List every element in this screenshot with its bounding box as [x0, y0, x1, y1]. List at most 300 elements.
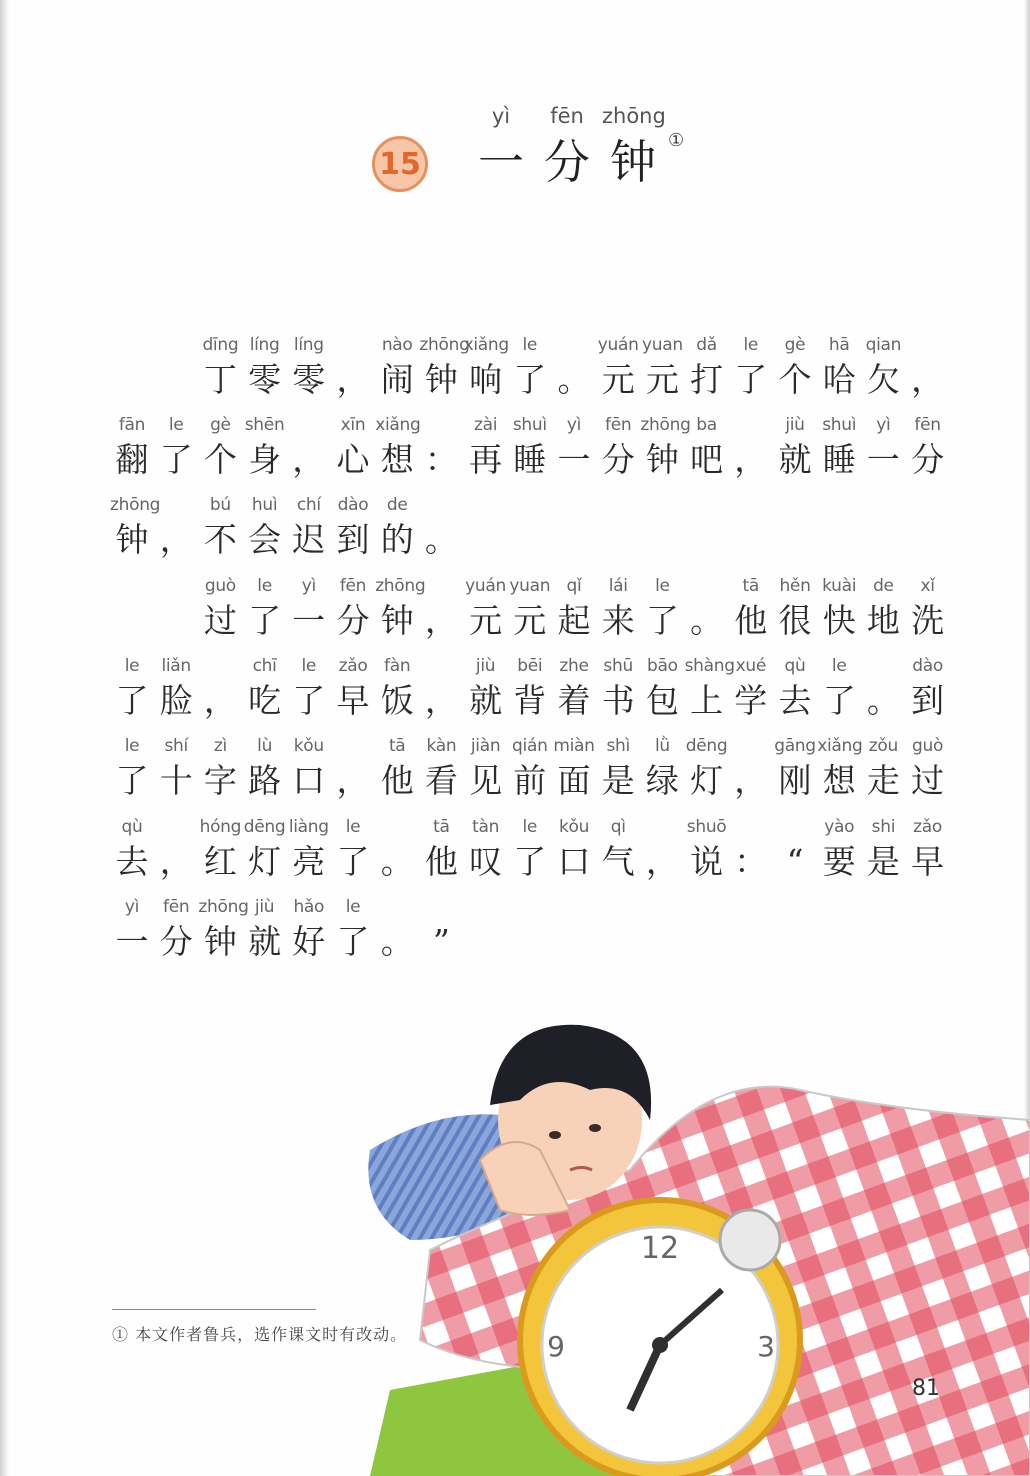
character-cell [331, 490, 375, 560]
pinyin: yuan [509, 576, 551, 596]
hanzi: 叹 [469, 842, 503, 881]
character-cell [552, 812, 596, 882]
character-cell [287, 892, 331, 962]
pinyin: tā [742, 576, 760, 596]
hanzi: 个 [778, 360, 812, 399]
character-cell [287, 731, 331, 801]
hanzi: 。 [424, 520, 458, 559]
hanzi: 他 [424, 842, 458, 881]
hanzi: 洗 [911, 601, 945, 640]
pinyin [419, 410, 463, 440]
hanzi: ， [292, 440, 326, 479]
hanzi: 是 [601, 761, 635, 800]
pinyin [729, 731, 773, 761]
hanzi: 了 [336, 842, 370, 881]
character-cell [508, 812, 552, 882]
character-cell [198, 812, 242, 882]
character-cell [375, 571, 426, 641]
character-cell [552, 330, 596, 400]
hanzi: 了 [822, 681, 856, 720]
title-footnote-marker: ① [668, 130, 685, 151]
title-char [602, 100, 664, 192]
pinyin: zài [474, 415, 498, 435]
hanzi: 。 [690, 601, 724, 640]
hanzi: 想 [822, 761, 856, 800]
hanzi: 了 [292, 681, 326, 720]
character-cell [331, 892, 375, 962]
pinyin: fēn [914, 415, 941, 435]
pinyin: qǐ [566, 576, 582, 596]
pinyin: dēng [685, 736, 728, 756]
pinyin: dēng [243, 817, 286, 837]
hanzi: 见 [469, 761, 503, 800]
pinyin: kǒu [558, 817, 590, 837]
hanzi: 他 [734, 601, 768, 640]
hanzi: 身 [248, 440, 282, 479]
hanzi: 哈 [822, 360, 856, 399]
pinyin: fàn [384, 656, 411, 676]
hanzi: 了 [115, 681, 149, 720]
character-cell [640, 571, 684, 641]
hanzi: “ [786, 842, 804, 881]
pinyin: lái [608, 576, 628, 596]
character-cell [110, 651, 154, 721]
character-cell [419, 731, 463, 801]
pinyin: yì [301, 576, 316, 596]
pinyin: xǐ [920, 576, 935, 596]
hanzi: 起 [557, 601, 591, 640]
pinyin: nào [381, 335, 413, 355]
character-cell [110, 410, 154, 480]
character-cell [596, 731, 640, 801]
hanzi: 了 [645, 601, 679, 640]
pinyin: qì [610, 817, 626, 837]
character-cell [110, 731, 154, 801]
hanzi: ， [424, 601, 458, 640]
character-cell [817, 731, 861, 801]
character-cell [331, 651, 375, 721]
pinyin: zǒu [868, 736, 898, 756]
hanzi: 想 [380, 440, 414, 479]
pinyin: zì [213, 736, 227, 756]
pinyin: yì [876, 415, 891, 435]
character-cell [375, 490, 419, 560]
character-cell [906, 651, 950, 721]
hanzi: 走 [866, 761, 900, 800]
hanzi: 了 [513, 842, 547, 881]
hanzi: 欠 [866, 360, 900, 399]
hanzi: 上 [690, 681, 724, 720]
character-cell [817, 812, 861, 882]
pinyin: dǎ [696, 335, 717, 355]
hanzi: 翻 [115, 440, 149, 479]
pinyin: zhōng [640, 415, 691, 435]
pinyin: le [124, 736, 140, 756]
hanzi: 分 [159, 922, 193, 961]
pinyin: jiù [254, 897, 275, 917]
character-cell [552, 731, 596, 801]
hanzi: 钟 [203, 922, 237, 961]
character-cell [640, 731, 684, 801]
character-cell [331, 571, 375, 641]
hanzi: 个 [203, 440, 237, 479]
hanzi: ， [336, 761, 370, 800]
alarm-clock [520, 1200, 800, 1476]
character-cell [375, 651, 419, 721]
hanzi: 字 [203, 761, 237, 800]
clock-number-9: 9 [547, 1330, 565, 1363]
pinyin: fēn [163, 897, 190, 917]
character-cell [154, 410, 198, 480]
character-cell [110, 812, 154, 882]
pinyin [331, 731, 375, 761]
character-cell [287, 571, 331, 641]
character-cell [729, 571, 773, 641]
character-cell [198, 892, 249, 962]
character-cell [596, 410, 640, 480]
character-cell [154, 651, 198, 721]
pinyin: yuán [597, 335, 639, 355]
character-cell [243, 651, 287, 721]
character-cell [729, 812, 773, 882]
pinyin: xué [735, 656, 766, 676]
pinyin: líng [293, 335, 324, 355]
hanzi: 过 [203, 601, 237, 640]
hanzi: 灯 [690, 761, 724, 800]
character-cell [640, 651, 684, 721]
pinyin: kàn [426, 736, 457, 756]
pinyin: lù [257, 736, 273, 756]
character-cell [729, 651, 773, 721]
hanzi: 。 [380, 922, 414, 961]
pinyin: xiǎng [463, 335, 509, 355]
title-hanzi: 分 [544, 135, 590, 189]
pinyin: lǜ [654, 736, 670, 756]
pinyin: zhōng [419, 335, 470, 355]
hanzi: 心 [336, 440, 370, 479]
pinyin: le [831, 656, 847, 676]
hanzi: 要 [822, 842, 856, 881]
pinyin: dào [912, 656, 943, 676]
pinyin: le [345, 817, 361, 837]
hanzi: 来 [601, 601, 635, 640]
character-cell [464, 731, 508, 801]
hanzi: 灯 [248, 842, 282, 881]
character-cell [596, 812, 640, 882]
page-number: 81 [912, 1376, 940, 1401]
pinyin: yào [824, 817, 855, 837]
hanzi: 了 [248, 601, 282, 640]
pinyin: gè [210, 415, 231, 435]
character-cell [331, 330, 375, 400]
pinyin [729, 812, 773, 842]
character-cell [640, 410, 691, 480]
text-line [110, 410, 950, 490]
pinyin [685, 571, 729, 601]
pinyin [331, 330, 375, 360]
lesson-title [370, 100, 710, 200]
character-cell [419, 571, 463, 641]
hanzi: 过 [911, 761, 945, 800]
character-cell [817, 651, 861, 721]
pinyin: fēn [605, 415, 632, 435]
pinyin: yuan [641, 335, 683, 355]
hanzi: 就 [469, 681, 503, 720]
hanzi: 亮 [292, 842, 326, 881]
pinyin [640, 812, 684, 842]
hanzi: 丁 [203, 360, 237, 399]
hanzi: 到 [911, 681, 945, 720]
pinyin: zǎo [913, 817, 943, 837]
pinyin: qian [865, 335, 902, 355]
character-cell [243, 330, 287, 400]
character-cell [861, 651, 905, 721]
character-cell [685, 812, 729, 882]
lesson-number-badge [372, 136, 428, 192]
character-cell [508, 330, 552, 400]
pinyin: huì [251, 495, 278, 515]
character-cell [729, 731, 773, 801]
pinyin: jiù [475, 656, 496, 676]
hanzi: 不 [203, 520, 237, 559]
pinyin: hěn [779, 576, 811, 596]
title-characters [470, 100, 664, 192]
title-pinyin: yì [491, 104, 511, 128]
hanzi: 零 [248, 360, 282, 399]
character-cell [817, 571, 861, 641]
character-cell [198, 571, 242, 641]
pinyin: qián [512, 736, 548, 756]
hanzi: 他 [380, 761, 414, 800]
pinyin: shì [606, 736, 630, 756]
character-cell [287, 330, 331, 400]
pinyin: chí [296, 495, 321, 515]
hanzi: 着 [557, 681, 591, 720]
pinyin: guò [912, 736, 944, 756]
character-cell [198, 490, 242, 560]
hanzi: 快 [822, 601, 856, 640]
character-cell [331, 731, 375, 801]
pinyin: kǒu [293, 736, 324, 756]
pinyin: shuì [512, 415, 547, 435]
hanzi: 了 [115, 761, 149, 800]
hanzi: 好 [292, 922, 326, 961]
text-line [110, 330, 950, 410]
character-cell [419, 330, 470, 400]
pinyin: le [743, 335, 759, 355]
hanzi: 就 [248, 922, 282, 961]
character-cell [419, 812, 463, 882]
hanzi: 会 [248, 520, 282, 559]
character-cell [198, 330, 242, 400]
hanzi: ， [645, 842, 679, 881]
pinyin: shēn [244, 415, 285, 435]
pinyin: le [345, 897, 361, 917]
hanzi: 就 [778, 440, 812, 479]
hanzi: 。 [380, 842, 414, 881]
character-cell [154, 731, 198, 801]
pinyin: hóng [199, 817, 242, 837]
hanzi: 去 [778, 681, 812, 720]
hanzi: ， [911, 360, 945, 399]
pinyin: le [655, 576, 670, 596]
pinyin: shū [603, 656, 633, 676]
hanzi: 一 [115, 922, 149, 961]
hanzi: 脸 [159, 681, 193, 720]
character-cell [685, 731, 729, 801]
hanzi: 睡 [513, 440, 547, 479]
character-cell [817, 330, 861, 400]
pinyin: yì [566, 415, 582, 435]
character-cell [464, 410, 508, 480]
pinyin: jiù [785, 415, 805, 435]
pinyin: yì [124, 897, 140, 917]
hanzi: ， [336, 360, 370, 399]
pinyin: zhe [559, 656, 589, 676]
pinyin [906, 330, 950, 360]
character-cell [154, 490, 198, 560]
pinyin [419, 892, 463, 922]
character-cell [419, 490, 463, 560]
character-cell [243, 571, 287, 641]
pinyin: guò [204, 576, 236, 596]
hanzi: 十 [159, 761, 193, 800]
character-cell [508, 651, 552, 721]
pinyin: tā [433, 817, 450, 837]
character-cell [685, 330, 729, 400]
boy-eye-left [549, 1131, 561, 1139]
character-cell [198, 651, 242, 721]
hanzi: 元 [645, 360, 679, 399]
hanzi: 。 [557, 360, 591, 399]
pinyin: xiǎng [375, 415, 421, 435]
pinyin: qù [784, 656, 806, 676]
character-cell [773, 571, 817, 641]
hanzi: 了 [513, 360, 547, 399]
hanzi: 口 [292, 761, 326, 800]
hanzi: 刚 [778, 761, 812, 800]
hanzi: 学 [734, 681, 768, 720]
character-cell [861, 410, 905, 480]
pinyin [375, 812, 419, 842]
character-cell [861, 731, 905, 801]
hanzi: 红 [203, 842, 237, 881]
text-line [110, 731, 950, 811]
text-line [110, 812, 950, 892]
pinyin: tā [388, 736, 406, 756]
hanzi: 前 [513, 761, 547, 800]
hanzi: 睡 [822, 440, 856, 479]
character-cell [817, 410, 861, 480]
hanzi: 闹 [380, 360, 414, 399]
pinyin: hǎo [293, 897, 325, 917]
boy-eye-right [589, 1124, 601, 1132]
character-cell [375, 330, 419, 400]
footnote: ① 本文作者鲁兵，选作课文时有改动。 [112, 1325, 408, 1344]
character-cell [243, 892, 287, 962]
character-cell [287, 410, 331, 480]
pinyin: xīn [340, 415, 366, 435]
character-cell [861, 330, 905, 400]
pinyin: qù [121, 817, 143, 837]
character-cell [906, 571, 950, 641]
character-cell [684, 651, 735, 721]
lesson-number: 15 [379, 146, 421, 182]
title-pinyin: zhōng [602, 104, 666, 128]
character-cell [110, 490, 161, 560]
character-cell [552, 410, 596, 480]
hanzi: 分 [601, 440, 635, 479]
hanzi: 钟 [115, 520, 149, 559]
hanzi: 饭 [380, 681, 414, 720]
hanzi: ， [734, 761, 768, 800]
character-cell [552, 651, 596, 721]
hanzi: ， [203, 681, 237, 720]
character-cell [861, 812, 905, 882]
character-cell [287, 490, 331, 560]
character-cell [906, 330, 950, 400]
character-cell [287, 651, 331, 721]
pinyin: zhōng [110, 495, 161, 515]
character-cell [331, 410, 375, 480]
pinyin: shàng [684, 656, 735, 676]
hanzi: 打 [690, 360, 724, 399]
character-cell [773, 410, 817, 480]
hanzi: 钟 [424, 360, 458, 399]
footnote-rule [112, 1309, 316, 1310]
pinyin: dào [337, 495, 369, 515]
pinyin [419, 571, 463, 601]
character-cell [243, 812, 287, 882]
character-cell [508, 731, 552, 801]
character-cell [596, 651, 640, 721]
pinyin: yuán [465, 576, 506, 596]
character-cell [154, 812, 198, 882]
hanzi: 书 [601, 681, 635, 720]
hanzi: 早 [336, 681, 370, 720]
pinyin [154, 812, 198, 842]
pinyin: le [522, 817, 538, 837]
pinyin: shi [871, 817, 896, 837]
character-cell [375, 731, 419, 801]
hanzi: 是 [866, 842, 900, 881]
character-cell [331, 812, 375, 882]
character-cell [198, 731, 242, 801]
pinyin: de [386, 495, 408, 515]
hanzi: 到 [336, 520, 370, 559]
character-cell [287, 812, 331, 882]
character-cell [419, 410, 463, 480]
pinyin: le [522, 335, 538, 355]
pinyin: ba [696, 415, 717, 435]
character-cell [508, 410, 552, 480]
boy-and-alarm-clock-illustration [330, 1010, 1030, 1476]
character-cell [596, 571, 640, 641]
pinyin: liǎn [161, 656, 191, 676]
character-cell [685, 410, 729, 480]
pinyin: fān [118, 415, 146, 435]
character-cell [419, 651, 463, 721]
character-cell [861, 571, 905, 641]
character-cell [375, 892, 419, 962]
clock-number-3: 3 [757, 1330, 775, 1363]
pinyin: shuō [686, 817, 727, 837]
hanzi: 响 [469, 360, 503, 399]
pinyin: le [301, 656, 317, 676]
title-hanzi: 钟 [610, 135, 656, 189]
pinyin [287, 410, 331, 440]
hanzi: 看 [424, 761, 458, 800]
